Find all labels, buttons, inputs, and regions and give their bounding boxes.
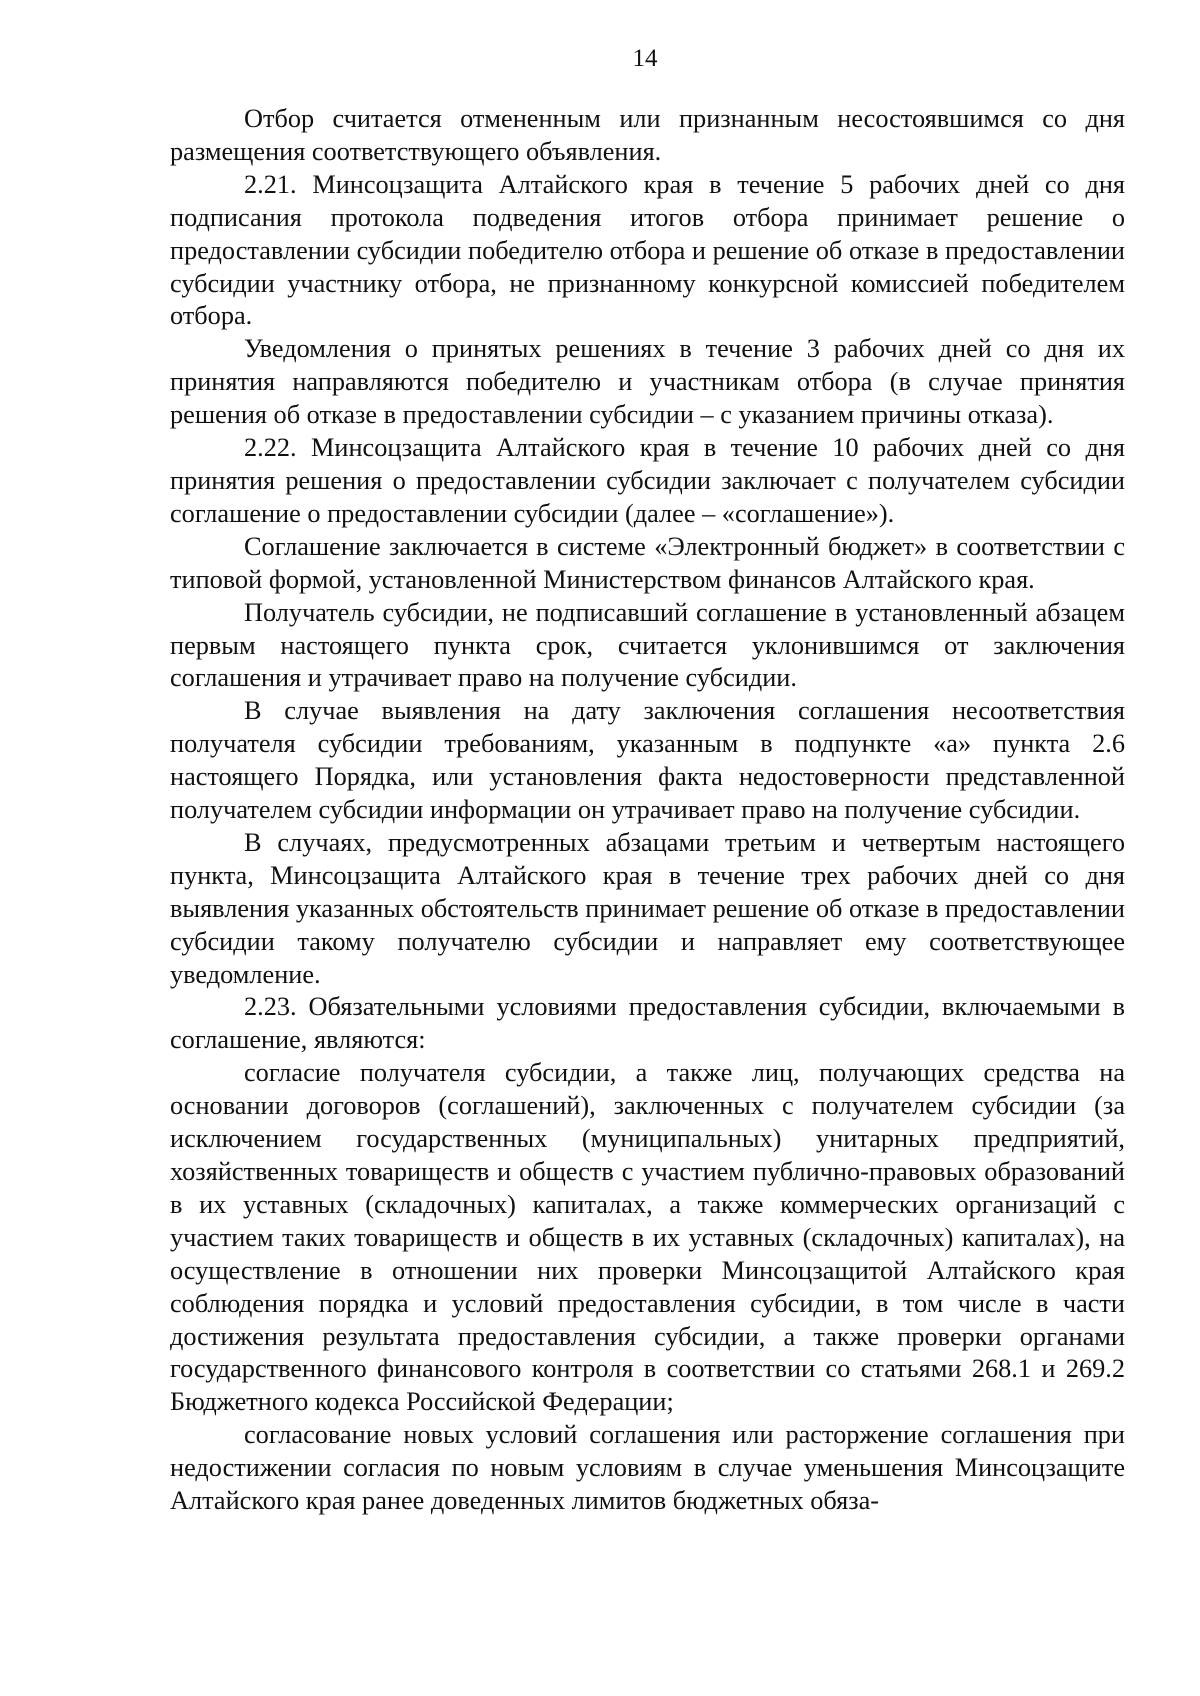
paragraph-recipient-evading: Получатель субсидии, не подписавший соглашение в установленный абзацем первым настоящего пункта срок, считается уклонившимся от заключения соглашения и утрачивает право на получение субсидии.	[170, 597, 1125, 693]
page-number: 14	[632, 45, 658, 72]
paragraph-refusal-cases: В случаях, предусмотренных абзацами третьим и четвертым настоящего пункта, Минсоцзащита Алтайского края в течение трех рабочих дней со дня выявления указанных обстоятельств принимает решение об отказе в предоставлении субсидии такому получателю субсидии и направляет ему соответствующее уведомление.	[170, 827, 1125, 989]
paragraph-new-conditions: согласование новых условий соглашения или расторжение соглашения при недостижении согласия по новым условиям в случае уменьшения Минсоцзащите Алтайского края ранее доведенных лимитов бюджетных обяза-	[170, 1420, 1125, 1516]
paragraph-selection-cancelled: Отбор считается отмененным или признанным несостоявшимся со дня размещения соответствующего объявления.	[170, 104, 1125, 166]
paragraph-electronic-budget: Соглашение заключается в системе «Электронный бюджет» в соответствии с типовой формой, установленной Министерством финансов Алтайского края.	[170, 531, 1125, 594]
document-body	[170, 103, 1125, 1518]
paragraph-notifications: Уведомления о принятых решениях в течение 3 рабочих дней со дня их принятия направляются победителю и участникам отбора (в случае принятия решения об отказе в предоставлении субсидии – с указанием причины отказа).	[170, 334, 1125, 430]
paragraph-consent-inspection: согласие получателя субсидии, а также лиц, получающих средства на основании договоров (соглашений), заключенных с получателем субсидии (за исключением государственных (муниципальных) унитарных предприятий, хозяйственных товариществ и обществ с участием публично-правовых образований в их уставных (складочных) капиталах, а также коммерческих организаций с участием таких товариществ и обществ в их уставных (складочных) капиталах), на осуществление в отношении них проверки Минсоцзащитой Алтайского края соблюдения порядка и условий предоставления субсидии, в том числе в части достижения результата предоставления субсидии, а также проверки органами государственного финансового контроля в соответствии со статьями 268.1 и 269.2 Бюджетного кодекса Российской Федерации;	[170, 1058, 1125, 1417]
paragraph-2-23: 2.23. Обязательными условиями предоставления субсидии, включаемыми в соглашение, являются:	[170, 992, 1125, 1055]
paragraph-noncompliance: В случае выявления на дату заключения соглашения несоответствия получателя субсидии требованиям, указанным в подпункте «а» пункта 2.6 настоящего Порядка, или установления факта недостоверности представленной получателем субсидии информации он утрачивает право на получение субсидии.	[170, 696, 1125, 825]
paragraph-2-22: 2.22. Минсоцзащита Алтайского края в течение 10 рабочих дней со дня принятия решения о предоставлении субсидии заключает с получателем субсидии соглашение о предоставлении субсидии (далее – «соглашение»).	[170, 433, 1125, 528]
paragraph-2-21: 2.21. Минсоцзащита Алтайского края в течение 5 рабочих дней со дня подписания протокола подведения итогов отбора принимает решение о предоставлении субсидии победителю отбора и решение об отказе в предоставлении субсидии участнику отбора, не признанному конкурсной комиссией победителем отбора.	[170, 169, 1125, 331]
